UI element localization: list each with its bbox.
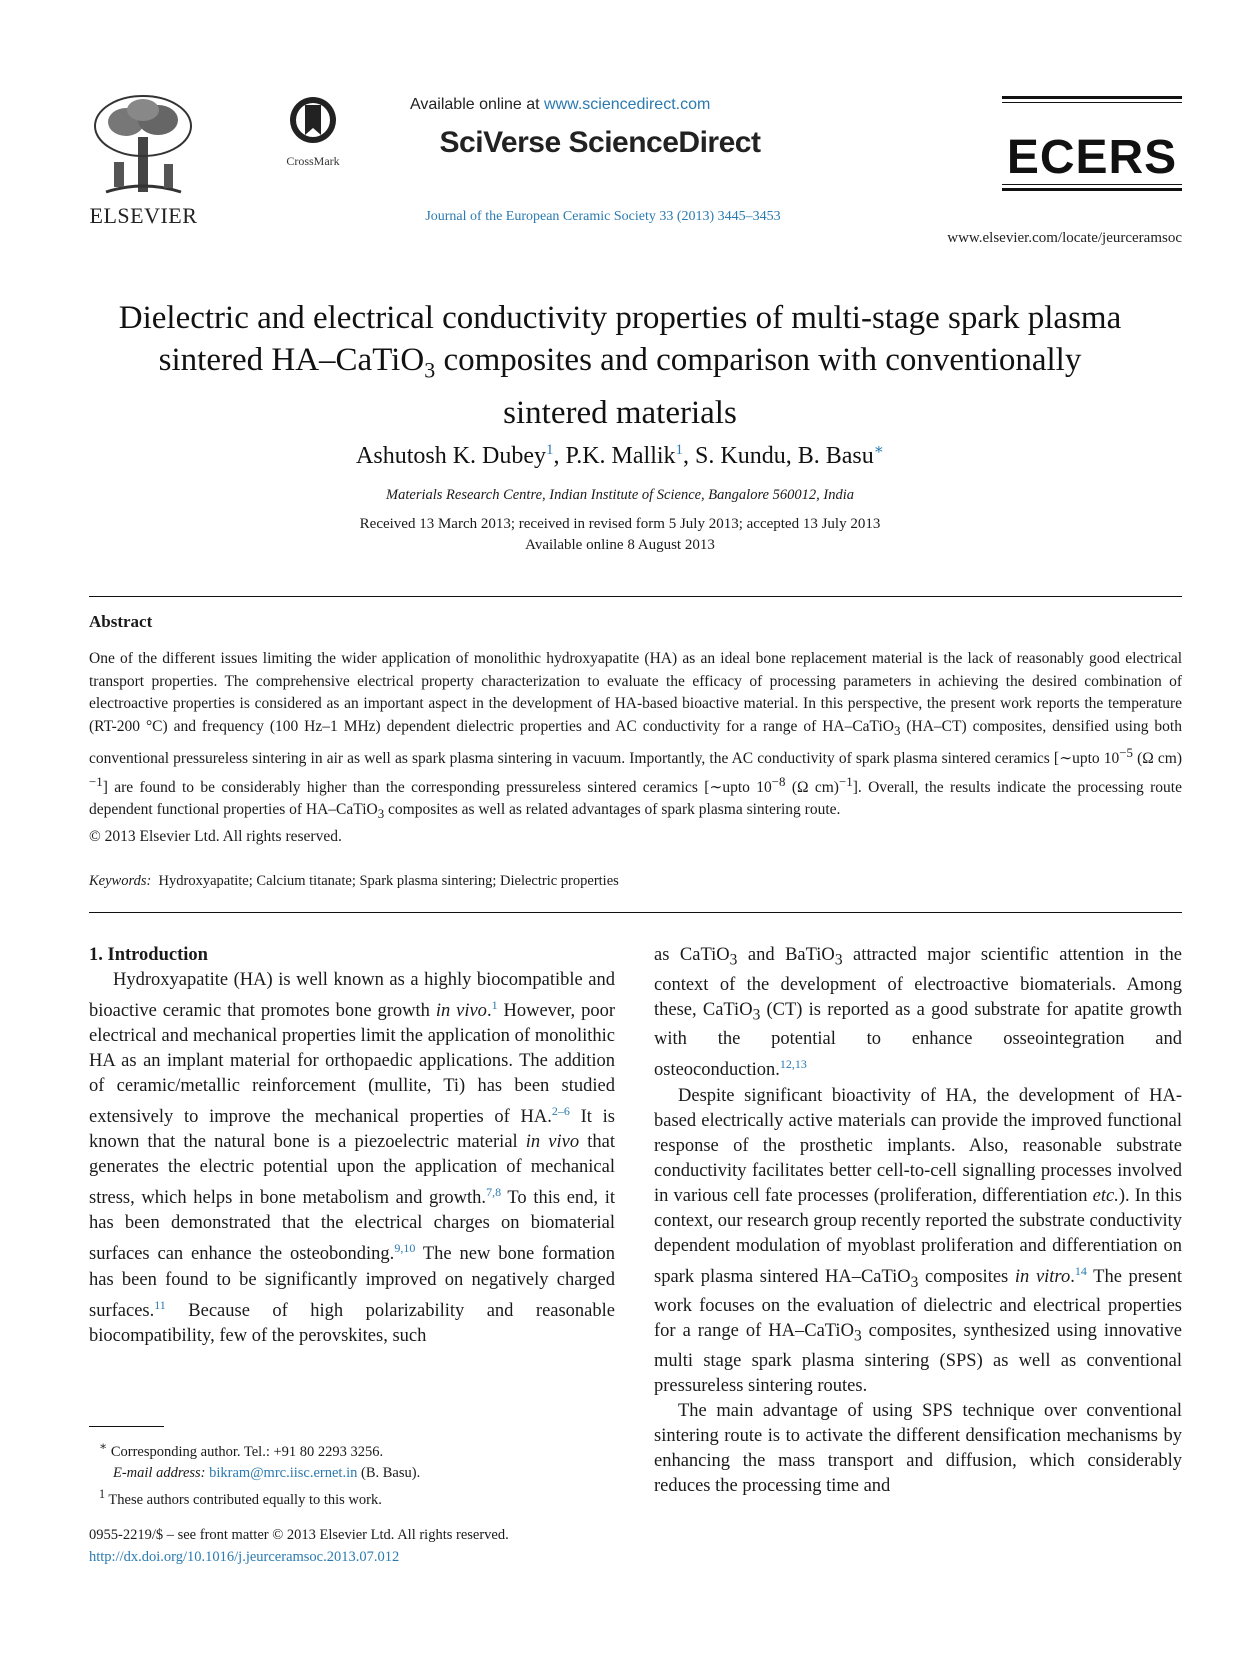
article-dates (60, 514, 1180, 556)
author: Ashutosh K. Dubey (356, 443, 547, 469)
intro-paragraph-1-cont: as CaTiO$_3$ and BaTiO$_3$ attracted major scientific attention in the context of the development of electroactive biomaterials. Among these, CaTiO$_3$ (CT) is reported as a good substrate for apatite growth with the potential to enhance osseointegration and osteoconduction.$^{12,13}$ (654, 945, 1182, 1081)
article-title (60, 297, 1180, 434)
citation-link[interactable]: 14 (1074, 1263, 1087, 1278)
journal-citation-link[interactable]: Journal of the European Ceramic Society 33 (2013) 3445–3453 (425, 209, 781, 224)
right-column (654, 943, 1182, 1499)
available-prefix: Available online at (410, 96, 545, 113)
tree-icon (86, 92, 201, 200)
intro-paragraph-2: Despite significant bioactivity of HA, the development of HA-based electrically active materials can provide the improved functional response of the prosthetic implants. Also, reasonable substrate conductivity facilitates better cell-to-cell signalling processes involved in various cell fate processes (proliferation, differentiation etc.). In this context, our research group recently reported the substrate conductivity dependent modulation of myoblast proliferation and differentiation on spark plasma sintered HA–CaTiO$_3$ composites in vitro.$^{14}$ The present work focuses on the evaluation of dielectric and electrical properties for a range of HA–CaTiO$_3$ composites, synthesized using innovative multi stage spark plasma sintering (SPS) as well as conventional pressureless sintering routes. (654, 1085, 1182, 1397)
author: P.K. Mallik (565, 443, 676, 469)
received-dates: Received 13 March 2013; received in revised form 5 July 2013; accepted 13 July 2013 (359, 516, 881, 532)
article-meta (89, 1524, 689, 1568)
abstract-text: One of the different issues limiting the wider application of monolithic hydroxyapatite (HA) as an ideal bone replacement material is the lack of reasonably good electrical transport properties. The comprehensive electrical property characterization to evaluate the efficacy of processing parameters in achieving the desired combination of electroactive properties is considered as an important aspect in the development of HA-based bioactive material. In this perspective, the present work reports the temperature (RT-200 °C) and frequency (100 Hz–1 MHz) dependent dielectric properties and AC conductivity for a range of HA–CaTiO$_3$ (HA–CT) composites, densified using both conventional pressureless sintering in air as well as spark plasma sintering in vacuum. Importantly, the AC conductivity of spark plasma sintered ceramics [∼upto $10^{-5}$ (Ω cm)$^{-1}$] are found to be considerably higher than the corresponding pressureless sintered ceramics [∼upto $10^{-8}$ (Ω cm)$^{-1}$]. Overall, the results indicate the processing route dependent functional properties of HA–CaTiO$_3$ composites as well as related advantages of spark plasma sintering route. © 2013 Elsevier Ltd. All rights reserved. (89, 648, 1182, 849)
divider (89, 912, 1182, 913)
elsevier-logo (86, 92, 201, 228)
doi-link[interactable]: http://dx.doi.org/10.1016/j.jeurceramsoc.2013.07.012 (89, 1549, 400, 1565)
keywords-list: Hydroxyapatite; Calcium titanate; Spark plasma sintering; Dielectric properties (158, 873, 619, 889)
equal-contribution-note: $^1$ These authors contributed equally to this work. (99, 1486, 382, 1508)
keywords-label: Keywords: (89, 873, 152, 889)
left-column (89, 943, 615, 1349)
author-mark[interactable]: 1 (675, 442, 684, 458)
title-line-1: Dielectric and electrical conductivity properties of multi-stage spark plasma (118, 300, 1122, 336)
email-note: E-mail address: bikram@mrc.iisc.ernet.in (B. Basu). (113, 1464, 421, 1481)
author: S. Kundu (695, 443, 786, 469)
title-line-2: sintered HA–CaTiO$_3$ composites and comparison with conventionally (158, 342, 1082, 383)
abstract-heading: Abstract (89, 612, 153, 631)
intro-paragraph-3: The main advantage of using SPS technique over conventional sintering route is to activate the different densification mechanisms by enhancing the mass transport and diffusion, which considerably reduces the processing time and (654, 1401, 1182, 1497)
ecers-logo: ECERS (1006, 131, 1178, 184)
ecers-rules-top (1002, 96, 1182, 103)
available-online (410, 96, 790, 114)
footnotes (89, 1436, 615, 1511)
author: B. Basu (797, 443, 874, 469)
citation-link[interactable]: 11 (154, 1297, 166, 1312)
email-link[interactable]: bikram@mrc.iisc.ernet.in (209, 1464, 358, 1481)
crossmark-badge[interactable] (278, 95, 348, 170)
copyright: © 2013 Elsevier Ltd. All rights reserved. (89, 828, 342, 845)
available-date: Available online 8 August 2013 (525, 537, 715, 553)
author-mark[interactable]: 1 (546, 442, 554, 458)
citation-link[interactable]: 1 (491, 998, 498, 1012)
issn-line: 0955-2219/$ – see front matter © 2013 Elsevier Ltd. All rights reserved. (89, 1527, 509, 1543)
author-list: Ashutosh K. Dubey$^1$, P.K. Mallik$^1$, S. Kundu, B. Basu∗ (356, 442, 884, 469)
publisher-name: ELSEVIER (89, 203, 198, 228)
citation-link[interactable]: 2–6 (551, 1104, 570, 1119)
citation-link[interactable]: 9,10 (394, 1241, 416, 1256)
crossmark-label: CrossMark (286, 154, 340, 168)
journal-url[interactable]: www.elsevier.com/locate/jeurceramsoc (947, 230, 1182, 246)
corresponding-author-note: ∗ Corresponding author. Tel.: +91 80 2293 3256. (99, 1439, 384, 1460)
ecers-rules-bottom (1002, 184, 1182, 191)
title-line-3: sintered materials (503, 394, 737, 431)
intro-paragraph-1: Hydroxyapatite (HA) is well known as a highly biocompatible and bioactive ceramic that promotes bone growth in vivo.$^1$ However, poor electrical and mechanical properties limit the application of monolithic HA as an implant material for orthopaedic applications. The addition of ceramic/metallic reinforcement (mullite, Ti) has been studied extensively to improve the mechanical properties of HA.$^{2-6}$ It is known that the natural bone is a piezoelectric material in vivo that generates the electric potential upon the application of mechanical stress, which helps in bone metabolism and growth.$^{7,8}$ To this end, it has been demonstrated that the electrical charges on biomaterial surfaces can enhance the osteobonding.$^{9,10}$ The new bone formation has been found to be significantly improved on negatively charged surfaces.$^{11}$ Because of high polarizability and reasonable biocompatibility, few of the perovskites, such (89, 970, 615, 1346)
divider (89, 596, 1182, 597)
citation-link[interactable]: 12,13 (779, 1057, 807, 1072)
author-mark[interactable]: ∗ (873, 442, 884, 458)
keywords (89, 873, 1182, 890)
platform-name: SciVerse ScienceDirect (439, 126, 761, 159)
section-heading: 1. Introduction (89, 945, 208, 965)
affiliation: Materials Research Centre, Indian Institute of Science, Bangalore 560012, India (386, 487, 854, 503)
crossmark-icon (288, 95, 338, 147)
sciencedirect-link[interactable]: www.sciencedirect.com (544, 96, 711, 113)
footnote-rule (89, 1426, 164, 1427)
citation-link[interactable]: 7,8 (486, 1185, 502, 1200)
